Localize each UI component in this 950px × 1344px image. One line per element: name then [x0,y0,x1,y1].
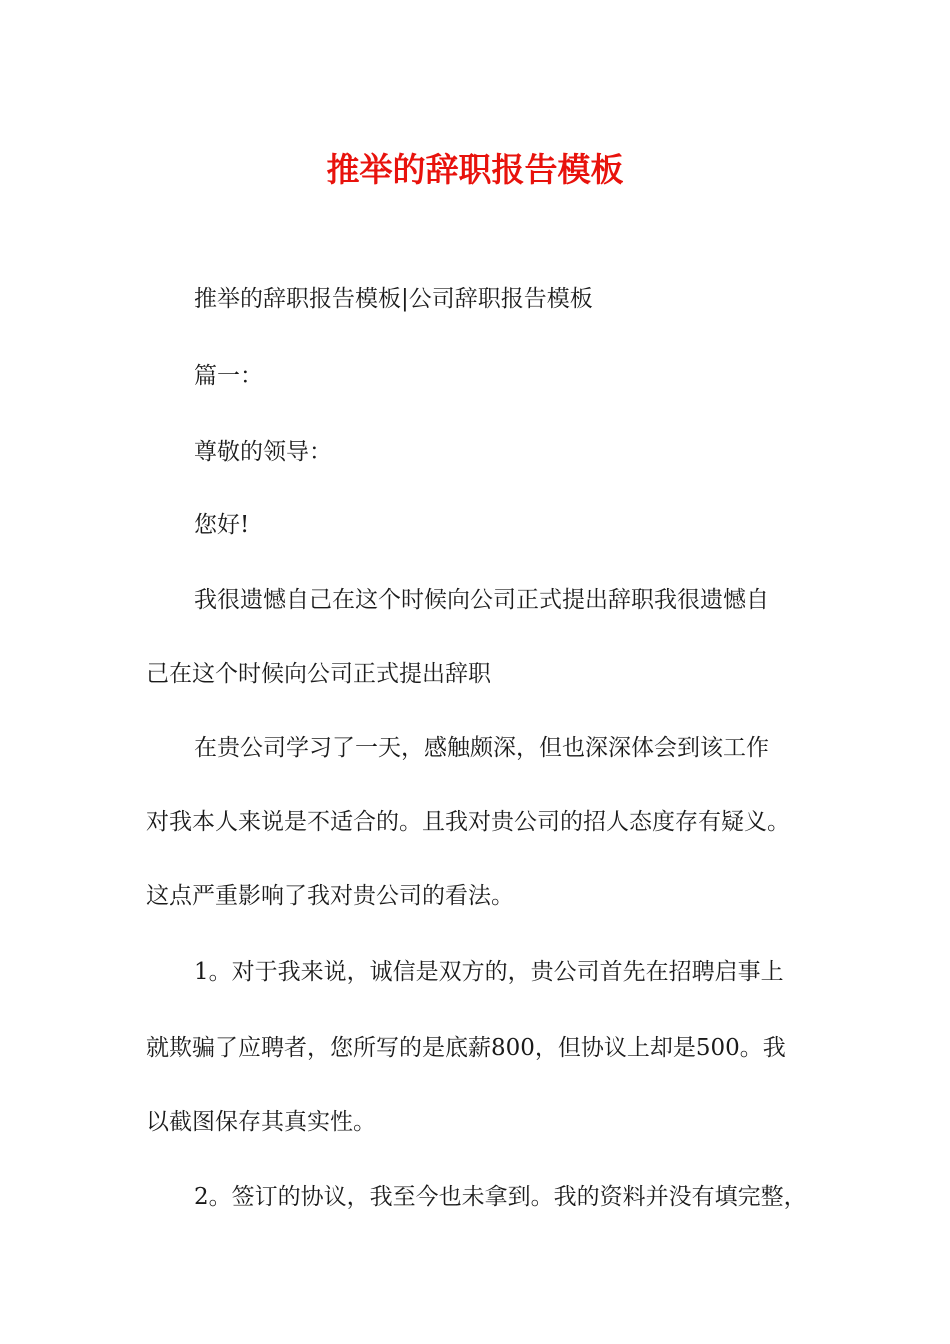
paragraph-line: 在贵公司学习了一天，感触颇深，但也深深体会到该工作 [194,735,769,761]
document-title: 推举的辞职报告模板 [326,150,624,189]
paragraph-line: 我很遗憾自己在这个时候向公司正式提出辞职我很遗憾自 [194,587,769,613]
paragraph-line: 对我本人来说是不适合的。且我对贵公司的招人态度存有疑义。 [146,809,790,835]
paragraph-line: 这点严重影响了我对贵公司的看法。 [146,883,514,909]
subtitle-line: 推举的辞职报告模板|公司辞职报告模板 [194,286,593,312]
salutation: 尊敬的领导： [194,439,332,465]
paragraph-line: 以截图保存其真实性。 [146,1109,376,1135]
paragraph-line: 就欺骗了应聘者，您所写的是底薪800，但协议上却是500。我 [146,1035,786,1061]
paragraph-line: 己在这个时候向公司正式提出辞职 [146,661,491,687]
paragraph-line: 1。对于我来说，诚信是双方的，贵公司首先在招聘启事上 [194,959,784,985]
greeting: 您好! [194,512,250,538]
section-heading: 篇一： [194,363,263,389]
paragraph-line: 2。签订的协议，我至今也未拿到。我的资料并没有填完整， [194,1184,807,1210]
